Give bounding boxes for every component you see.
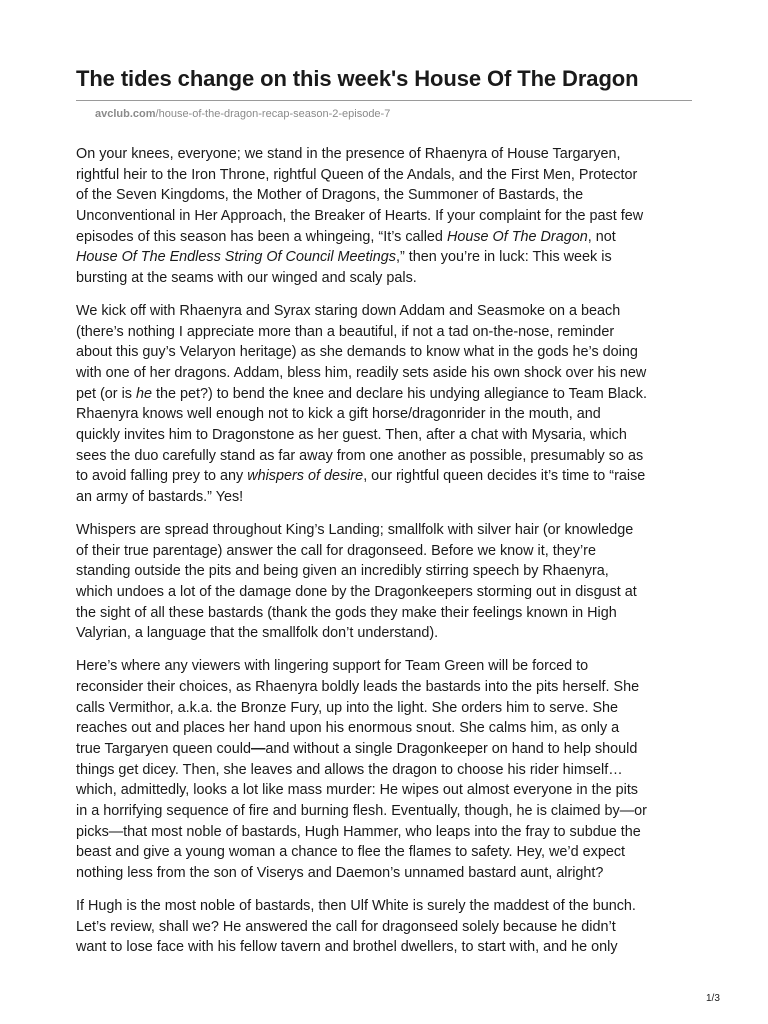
text-line	[76, 739, 696, 760]
paragraph-4	[76, 656, 696, 883]
text-line: Rhaenyra knows well enough not to kick a gift horse/dragonrider in the mouth, and	[76, 406, 601, 423]
text-line: of the Seven Kingdoms, the Mother of Dragons, the Summoner of Bastards, the	[76, 187, 584, 204]
text-run: , our rightful queen decides it’s time to “raise	[363, 468, 646, 485]
text-line: Let’s review, shall we? He answered the call for dragonseed solely because he didn’t	[76, 918, 616, 935]
article-title: The tides change on this week's House Of The Dragon	[76, 66, 639, 91]
text-line: of their true parentage) answer the call for dragonseed. Before we know it, they’re	[76, 542, 596, 559]
text-line: which undoes a lot of the damage done by the Dragonkeepers storming out in disgust at	[76, 583, 637, 600]
text-line: picks—that most noble of bastards, Hugh Hammer, who leaps into the fray to subdue the	[76, 823, 641, 840]
source-domain[interactable]: avclub.com	[95, 108, 156, 120]
text-run: and without a single Dragonkeeper on hand to help should	[265, 740, 638, 757]
text-line: quickly invites him to Dragonstone as her guest. Then, after a chat with Mysaria, which	[76, 426, 627, 443]
text-line: On your knees, everyone; we stand in the presence of Rhaenyra of House Targaryen,	[76, 146, 621, 162]
text-line	[76, 466, 696, 487]
text-line: (there’s nothing I appreciate more than a beautiful, if not a tad on-the-nose, reminder	[76, 323, 615, 340]
text-line	[76, 247, 696, 268]
text-line: reaches out and places her hand upon his enormous snout. She calms him, as only a	[76, 720, 620, 737]
italic-run: he	[135, 385, 152, 402]
text-line: Here’s where any viewers with lingering support for Team Green will be forced to	[76, 658, 589, 675]
text-line: things get dicey. Then, she leaves and allows the dragon to choose his rider himself…	[76, 761, 623, 778]
text-line: with one of her dragons. Addam, bless him, readily sets aside his own shock over his new	[76, 364, 647, 381]
paragraph-1	[76, 144, 696, 289]
source-path[interactable]: /house-of-the-dragon-recap-season-2-episode-7	[155, 108, 391, 120]
text-line: the sight of all these bastards (thank the gods they make their feelings known in High	[76, 604, 617, 621]
paragraph-3	[76, 520, 696, 644]
text-line: in a horrifying sequence of fire and burning flesh. Eventually, though, he is claimed by—or	[76, 802, 647, 819]
paragraph-2	[76, 301, 696, 508]
text-line: standing outside the pits and being given an incredibly stirring speech by Rhaenyra,	[76, 563, 609, 580]
text-line: want to lose face with his fellow tavern and brothel dwellers, to start with, and he only	[76, 939, 618, 956]
source-url[interactable]	[95, 108, 390, 120]
italic-title-run: House Of The Dragon	[446, 228, 588, 245]
text-line: rightful heir to the Iron Throne, rightful Queen of the Andals, and the First Men, Protector	[76, 166, 638, 183]
italic-title-run: House Of The Endless String Of Council Meetings	[76, 249, 396, 266]
text-run: pet (or is	[76, 385, 136, 402]
text-run: to avoid falling prey to any	[76, 468, 248, 485]
paragraph-5	[76, 896, 696, 958]
text-line: beast and give a young woman a chance to flee the flames to safety. Hey, we’d expect	[76, 844, 626, 861]
text-run: ,” then you’re in luck: This week is	[395, 249, 612, 266]
text-line: nothing less from the son of Viserys and Daemon’s unnamed bastard aunt, alright?	[76, 864, 604, 881]
text-line: Whispers are spread throughout King’s Landing; smallfolk with silver hair (or knowledge	[76, 521, 634, 538]
text-line	[76, 227, 696, 248]
text-run: , not	[587, 228, 616, 245]
article-body	[76, 144, 696, 970]
text-line: reconsider their choices, as Rhaenyra boldly leads the bastards into the pits herself. She	[76, 678, 640, 695]
title-divider	[76, 100, 692, 101]
italic-run: whispers of desire	[247, 468, 364, 485]
text-line: We kick off with Rhaenyra and Syrax staring down Addam and Seasmoke on a beach	[76, 302, 621, 319]
text-run: the pet?) to bend the knee and declare his undying allegiance to Team Black.	[152, 385, 647, 402]
text-line: which, admittedly, looks a lot like mass murder: He wipes out almost everyone in the pits	[76, 782, 639, 799]
bold-dash: —	[250, 740, 266, 757]
text-line: calls Vermithor, a.k.a. the Bronze Fury, up into the light. She orders him to serve. She	[76, 699, 619, 716]
text-line: an army of bastards.” Yes!	[76, 488, 244, 505]
page-number: 1/3	[706, 993, 720, 1004]
text-run: true Targaryen queen could	[76, 740, 251, 757]
text-line: sees the duo carefully stand as far away from one another as possible, presumably so as	[76, 447, 644, 464]
text-line: Valyrian, a language that the smallfolk don’t understand).	[76, 625, 439, 642]
text-line: Unconventional in Her Approach, the Breaker of Hearts. If your complaint for the past few	[76, 207, 644, 224]
text-line	[76, 384, 696, 405]
text-line: about this guy’s Velaryon heritage) as she demands to know what in the gods he’s doing	[76, 344, 638, 361]
text-line: If Hugh is the most noble of bastards, then Ulf White is surely the maddest of the bunch.	[76, 897, 636, 914]
text-run: episodes of this season has been a whingeing, “It’s called	[76, 228, 447, 245]
text-line: bursting at the seams with our winged and scaly pals.	[76, 269, 417, 286]
